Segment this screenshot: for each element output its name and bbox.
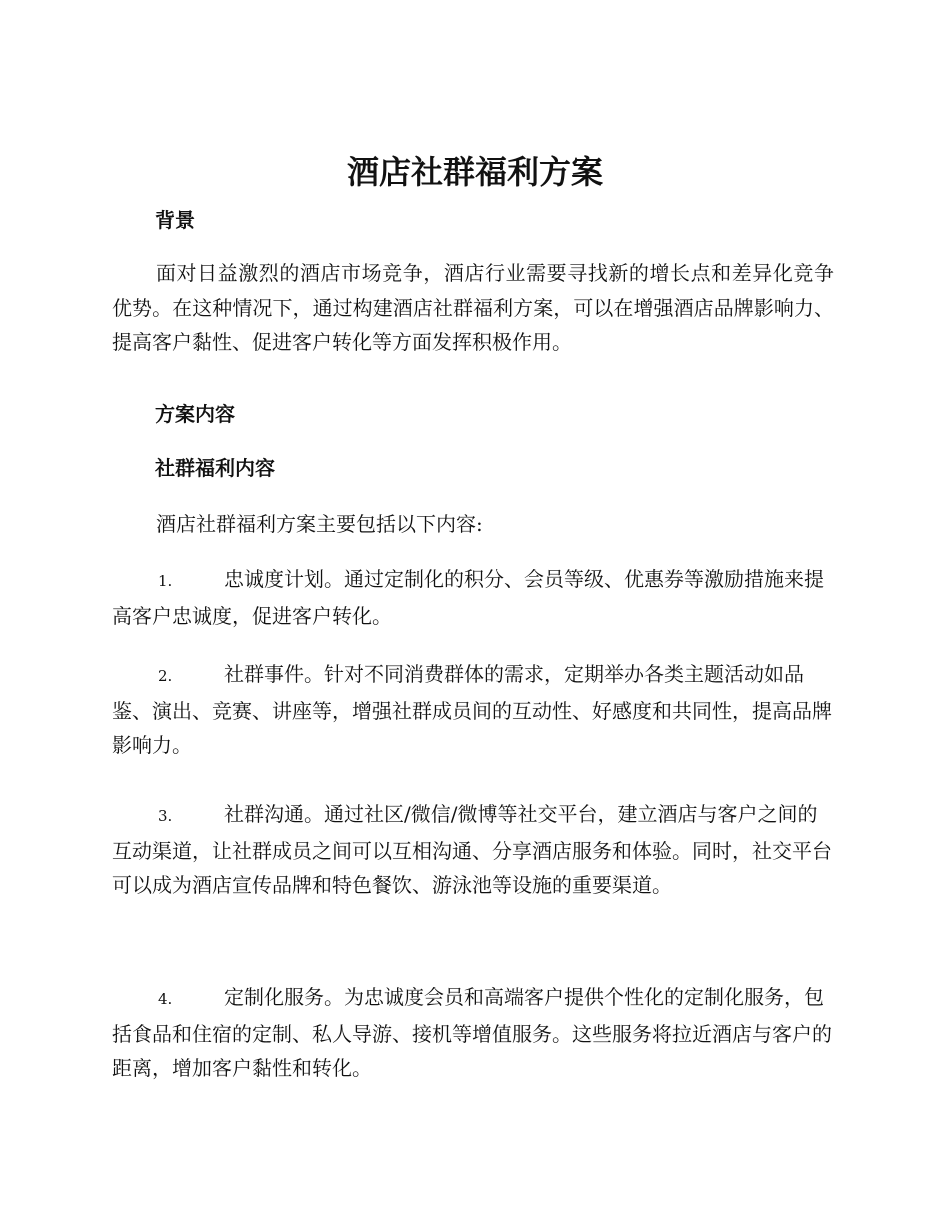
list-item-text: 社群沟通。通过社区/微信/微博等社交平台，建立酒店与客户之间的互动渠道，让社群成员之间可以互相沟通、分享酒店服务和体验。同时，社交平台可以成为酒店宣传品牌和特色餐饮、游泳池等设施的重要渠道。 [112,802,832,897]
list-item [112,797,834,903]
background-paragraph: 面对日益激烈的酒店市场竞争，酒店行业需要寻找新的增长点和差异化竞争优势。在这种情况下，通过构建酒店社群福利方案，可以在增强酒店品牌影响力、提高客户黏性、促进客户转化等方面发挥积极作用。 [112,261,834,354]
list-item-text: 定制化服务。为忠诚度会员和高端客户提供个性化的定制化服务，包括食品和住宿的定制、私人导游、接机等增值服务。这些服务将拉近酒店与客户的距离，增加客户黏性和转化。 [112,985,832,1080]
list-item-text: 忠诚度计划。通过定制化的积分、会员等级、优惠券等激励措施来提高客户忠诚度，促进客户转化。 [112,567,824,628]
list-item-number: 2. [158,667,173,685]
section-heading-background: 背景 [155,208,195,232]
list-item-number: 3. [158,807,173,825]
benefits-intro: 酒店社群福利方案主要包括以下内容: [156,512,483,536]
list-item-number: 4. [158,990,173,1008]
section-heading-plan: 方案内容 [155,402,235,426]
list-item [112,657,834,763]
document-title: 酒店社群福利方案 [346,153,603,191]
section-heading-benefits: 社群福利内容 [155,456,275,480]
list-item [112,562,834,633]
list-item [112,980,834,1086]
list-item-number: 1. [158,572,173,590]
list-item-text: 社群事件。针对不同消费群体的需求，定期举办各类主题活动如品鉴、演出、竞赛、讲座等，增强社群成员间的互动性、好感度和共同性，提高品牌影响力。 [112,662,832,757]
